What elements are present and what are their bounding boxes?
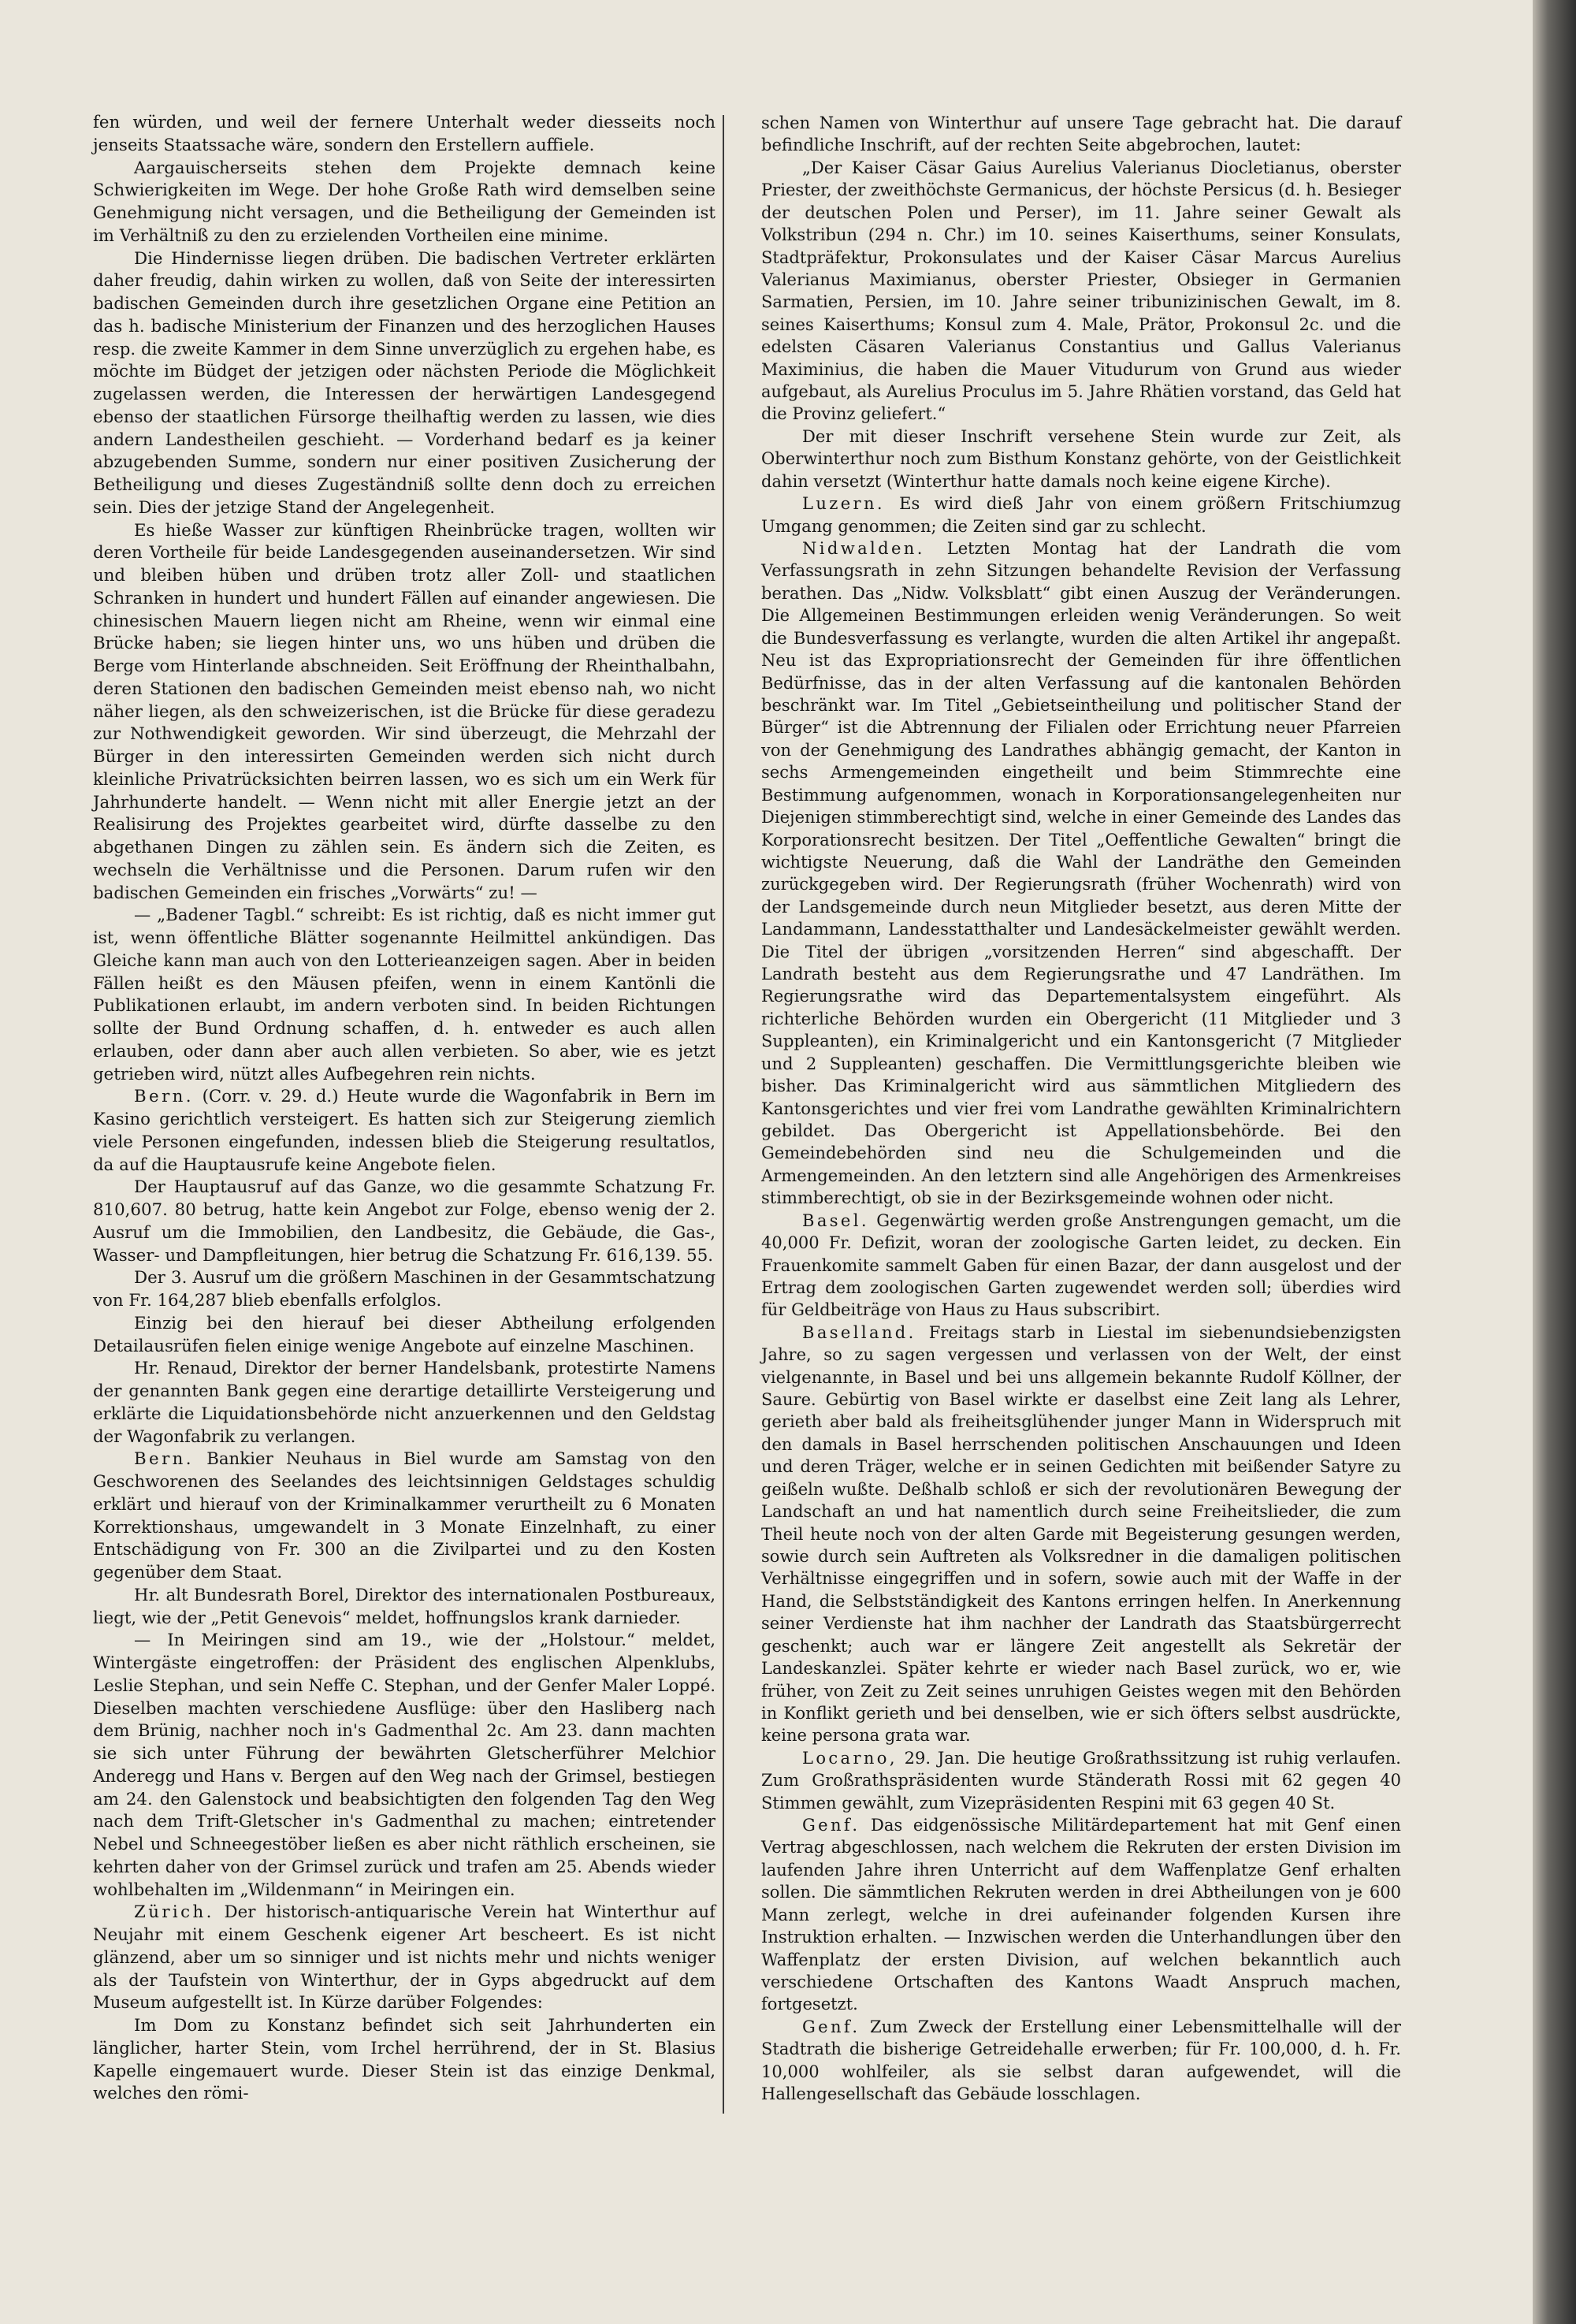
article-paragraph xyxy=(93,1902,716,2015)
article-paragraph xyxy=(93,1267,716,1313)
paragraph-text: Gegenwärtig werden große Anstrengungen gemacht, um die 40,000 Fr. Defizit, woran der zoologische Garten leidet, zu decken. Ein Frauenkomite sammelt Gaben für einen Bazar, der dann ausgelost und der Ertrag dem zoologischen Garten zugewendet werden soll; überdies wird für Geldbeiträge von Haus zu Haus subscribirt. xyxy=(761,1210,1401,1320)
article-paragraph xyxy=(761,1322,1401,1747)
article-paragraph xyxy=(761,493,1401,537)
paragraph-text: Die Hindernisse liegen drüben. Die badischen Vertreter erklärten daher freudig, dahin wirken zu wollen, daß von Seite der interessirten badischen Gemeinden durch ihre gesetzlichen Organe eine Petition an das h. badische Ministerium der Finanzen und des herzoglichen Hauses resp. die zweite Kammer in dem Sinne unverzüglich zu ergehen habe, es möchte im Büdget der jetzigen oder nächsten Periode die Möglichkeit zugelassen werden, die Interessen der herwärtigen Landesgegend ebenso der staatlichen Fürsorge theilhaftig werden zu lassen, wie dies andern Landestheilen geschieht. — Vorderhand bedarf es ja keiner abzugebenden Summe, sondern nur einer positiven Zusicherung der Betheiligung und dieses Zugeständniß sollte denn doch zu erreichen sein. Dies der jetzige Stand der Angelegenheit. xyxy=(93,248,716,518)
article-paragraph xyxy=(93,248,716,520)
article-paragraph xyxy=(93,1630,716,1902)
text-columns xyxy=(93,112,1401,2161)
paragraph-text: 29. Jan. Die heutige Großrathssitzung ist ruhig verlaufen. Zum Großrathspräsidenten wurde Ständerath Rossi mit 62 gegen 40 Stimmen gewählt, zum Vizepräsidenten Respini mit 63 gegen 40 St. xyxy=(761,1747,1401,1813)
dateline: Locarno, xyxy=(802,1747,898,1768)
article-paragraph xyxy=(761,537,1401,1210)
paragraph-text: Bankier Neuhaus in Biel wurde am Samstag von den Geschworenen des Seelandes des leichtsinnigen Geldstages schuldig erklärt und hierauf von der Kriminalkammer verurtheilt zu 6 Monaten Korrektionshaus, umgewandelt in 3 Monate Einzelnhaft, zu einer Entschädigung von Fr. 300 an die Zivilpartei und zu den Kosten gegenüber dem Staat. xyxy=(93,1449,716,1582)
paragraph-text: — In Meiringen sind am 19., wie der „Holstour.“ meldet, Wintergäste eingetroffen: der Präsident des englischen Alpenklubs, Leslie Stephan, und sein Neffe C. Stephan, und der Genfer Maler Loppé. Dieselben machten verschiedene Ausflüge: über den Hasliberg nach dem Brünig, nachher noch in's Gadmenthal 2c. Am 23. dann machten sie sich unter Führung der bewährten Gletscherführer Melchior Anderegg und Hans v. Bergen auf den Weg nach der Grimsel, bestiegen am 24. den Galenstock und beabsichtigten den folgenden Tag den Weg nach dem Trift-Gletscher in's Gadmenthal zu machen; eintretender Nebel und Schneegestöber ließen es aber nicht räthlich erscheinen, sie kehrten daher von der Grimsel zurück und trafen am 25. Abends wieder wohlbehalten im „Wildenmann“ in Meiringen ein. xyxy=(93,1631,716,1900)
article-paragraph xyxy=(93,1313,716,1359)
article-paragraph xyxy=(761,112,1401,157)
dateline: Bern. xyxy=(134,1087,194,1107)
article-paragraph xyxy=(761,2016,1401,2106)
paragraph-text: — „Badener Tagbl.“ schreibt: Es ist richtig, daß es nicht immer gut ist, wenn öffentliche Blätter sogenannte Heilmittel ankündigen. Das Gleiche kann man auch von den Lotterieanzeigen sagen. Aber in beiden Fällen heißt es den Mäusen pfeifen, wenn in einem Kantönli die Publikationen erlaubt, im andern verboten sind. In beiden Richtungen sollte der Bund Ordnung schaffen, d. h. entweder es auch allen erlauben, oder dann aber auch allen verbieten. So aber, wie es jetzt getrieben wird, nützt alles Aufbegehren rein nichts. xyxy=(93,905,716,1084)
article-paragraph xyxy=(93,1448,716,1585)
paragraph-text: (Corr. v. 29. d.) Heute wurde die Wagonfabrik in Bern im Kasino gerichtlich versteigert. Es hatten sich zur Steigerung ziemlich viele Personen eingefunden, indessen blieb die Steigerung resultatlos, da auf die Hauptausrufe keine Angebote fielen. xyxy=(93,1087,716,1175)
article-paragraph xyxy=(761,1210,1401,1322)
dateline: Luzern. xyxy=(802,493,885,514)
paragraph-text: Hr. Renaud, Direktor der berner Handelsbank, protestirte Namens der genannten Bank gegen eine derartige detaillirte Versteigerung und erklärte die Liquidationsbehörde nicht anzuerkennen und den Geldstag der Wagonfabrik zu verlangen. xyxy=(93,1359,716,1447)
article-paragraph xyxy=(93,1086,716,1177)
dateline: Genf. xyxy=(802,2016,860,2036)
right-column xyxy=(761,112,1401,2106)
page-edge-shadow xyxy=(1533,0,1576,2324)
article-paragraph xyxy=(93,1358,716,1448)
article-paragraph xyxy=(93,1585,716,1631)
paragraph-text: Hr. alt Bundesrath Borel, Direktor des internationalen Postbureaux, liegt, wie der „Petit Genevois“ meldet, hoffnungslos krank darnieder. xyxy=(93,1585,716,1628)
paragraph-text: Es wird dieß Jahr von einem größern Fritschiumzug Umgang genommen; die Zeiten sind gar zu schlecht. xyxy=(761,493,1401,536)
dateline: Zürich. xyxy=(134,1902,214,1923)
dateline: Nidwalden. xyxy=(802,538,925,559)
column-divider xyxy=(723,115,724,2114)
article-paragraph xyxy=(93,2015,716,2106)
left-column xyxy=(93,112,716,2106)
dateline: Basel. xyxy=(802,1210,869,1230)
paragraph-text: Der historisch-antiquarische Verein hat Winterthur auf Neujahr mit einem Geschenk eigener Art bescheert. Es ist nicht glänzend, aber um so sinniger und ist nichts mehr und nichts weniger als der Taufstein von Winterthur, der in Gyps abgedruckt auf dem Museum aufgestellt ist. In Kürze darüber Folgendes: xyxy=(93,1902,716,2014)
paragraph-text: „Der Kaiser Cäsar Gaius Aurelius Valerianus Diocletianus, oberster Priester, der zweithöchste Germanicus, der höchste Persicus (d. h. Besieger der deutschen Polen und Perser), im 11. Jahre seiner Gewalt als Volkstribun (294 n. Chr.) im 10. seines Kaiserthums, seiner Konsulats, Stadtpräfektur, Prokonsulates und der Kaiser Cäsar Marcus Aurelius Valerianus Maximianus, oberster Priester, Obsieger in Germanien Sarmatien, Persien, im 10. Jahre seiner tribunizinischen Gewalt, im 8. seines Kaiserthums; Konsul zum 4. Male, Prätor, Prokonsul 2c. und die edelsten Cäsaren Valerianus Constantius und Gallus Valerianus Maximinius, die haben die Mauer Vitudurum von Grund aus wieder aufgebaut, als Aurelius Proculus im 5. Jahre Rhätien vorstand, das Geld hat die Provinz geliefert.“ xyxy=(761,157,1401,424)
paragraph-text: Zum Zweck der Erstellung einer Lebensmittelhalle will der Stadtrath die bisherige Getreidehalle erwerben; für Fr. 100,000, d. h. Fr. 10,000 wohlfeiler, als sie selbst daran aufgewendet, will die Hallengesellschaft das Gebäude losschlagen. xyxy=(761,2016,1401,2104)
article-paragraph xyxy=(93,520,716,905)
paragraph-text: Aargauischerseits stehen dem Projekte demnach keine Schwierigkeiten im Wege. Der hohe Große Rath wird demselben seine Genehmigung nicht versagen, und die Betheiligung der Gemeinden ist im Verhältniß zu den zu erzielenden Vortheilen eine minime. xyxy=(93,158,716,246)
paragraph-text: Im Dom zu Konstanz befindet sich seit Jahrhunderten ein länglicher, harter Stein, vom Irchel herrührend, der in St. Blasius Kapelle eingemauert wurde. Dieser Stein ist das einzige Denkmal, welches den römi- xyxy=(93,2016,716,2104)
paragraph-text: Der mit dieser Inschrift versehene Stein wurde zur Zeit, als Oberwinterthur noch zum Bisthum Konstanz gehörte, von der Geistlichkeit dahin versetzt (Winterthur hatte damals noch keine eigene Kirche). xyxy=(761,426,1401,491)
article-paragraph xyxy=(93,112,716,158)
paragraph-text: Es hieße Wasser zur künftigen Rheinbrücke tragen, wollten wir deren Vortheile für beide Landesgegenden auseinandersetzen. Wir sind und bleiben hüben und drüben trotz aller Zoll- und staatlichen Schranken in hundert und hundert Fällen auf einander angewiesen. Die chinesischen Mauern liegen nicht am Rheine, wenn wir einmal eine Brücke haben; sie liegen hinter uns, wo uns hüben und drüben die Berge vom Hinterlande abschneiden. Seit Eröffnung der Rheinthalbahn, deren Stationen den badischen Gemeinden meist ebenso nah, wo nicht näher liegen, als den schweizerischen, ist die Brücke für diese geradezu zur Nothwendigkeit geworden. Wir sind überzeugt, die Mehrzahl der Bürger in den interessirten Gemeinden werden sich nicht durch kleinliche Privatrücksichten beirren lassen, wo es sich um ein Werk für Jahrhunderte handelt. — Wenn nicht mit aller Energie jetzt an der Realisirung des Projektes gearbeitet wird, dürfte dasselbe zu den abgethanen Dingen zu zählen sein. Es ändern sich die Zeiten, es wechseln die Verhältnisse und die Personen. Darum rufen wir den badischen Gemeinden ein frisches „Vorwärts“ zu! — xyxy=(93,520,716,903)
paragraph-text: Das eidgenössische Militärdepartement hat mit Genf einen Vertrag abgeschlossen, nach welchem die Rekruten der ersten Division im laufenden Jahre ihren Unterricht auf dem Waffenplatze Genf erhalten sollen. Die sämmtlichen Rekruten werden in drei Abtheilungen von je 600 Mann zerlegt, welche in drei aufeinander folgenden Kursen ihre Instruktion erhalten. — Inzwischen werden die Unterhandlungen über den Waffenplatz der ersten Division, auf welchen bekanntlich auch verschiedene Ortschaften des Kantons Waadt Anspruch machen, fortgesetzt. xyxy=(761,1815,1401,2014)
article-paragraph xyxy=(761,426,1401,493)
article-paragraph xyxy=(761,1814,1401,2016)
paragraph-text: fen würden, und weil der fernere Unterhalt weder diesseits noch jenseits Staatssache wäre, sondern den Erstellern auffiele. xyxy=(93,113,716,155)
paragraph-text: Der Hauptausruf auf das Ganze, wo die gesammte Schatzung Fr. 810,607. 80 betrug, hatte kein Angebot zur Folge, ebenso wenig der 2. Ausruf um die Immobilien, den Landbesitz, die Gebäude, die Gas-, Wasser- und Dampfleitungen, hier betrug die Schatzung Fr. 616,139. 55. xyxy=(93,1177,716,1266)
paragraph-text: Der 3. Ausruf um die größern Maschinen in der Gesammtschatzung von Fr. 164,287 blieb ebenfalls erfolglos. xyxy=(93,1268,716,1311)
article-paragraph xyxy=(761,157,1401,426)
paragraph-text: Freitags starb in Liestal im siebenundsiebenzigsten Jahre, so zu sagen vergessen und verlassen von der Welt, der einst vielgenannte, in Basel und bei uns allgemein bekannte Rudolf Köllner, der Saure. Gebürtig von Basel wirkte er daselbst eine Zeit lang als Lehrer, gerieth aber bald als freiheitsglühender junger Mann in Widerspruch mit den damals in Basel herrschenden politischen Anschauungen und Ideen und deren Träger, welche er in seinen Gedichten mit beißender Satyre zu geißeln wußte. Deßhalb schloß er sich der revolutionären Bewegung der Landschaft an und hat namentlich durch seine Freiheitslieder, die zum Theil heute noch von der alten Garde mit Begeisterung gesungen werden, sowie durch sein Auftreten als Volksredner in die damaligen politischen Verhältnisse eingegriffen und in sofern, sowie auch mit der Waffe in der Hand, die Selbstständigkeit des Kantons erringen helfen. In Anerkennung seiner Verdienste hat ihm nachher der Landrath das Staatsbürgerrecht geschenkt; auch war er längere Zeit angestellt als Sekretär der Landeskanzlei. Später kehrte er wieder nach Basel zurück, wo er, wie früher, von Zeit zu Zeit seines unruhigen Geistes wegen mit den Behörden in Konflikt gerieth und bei denselben, wie er sich öfters selbst ausdrückte, keine persona grata war. xyxy=(761,1322,1401,1746)
article-paragraph xyxy=(93,905,716,1086)
article-paragraph xyxy=(93,158,716,248)
article-paragraph xyxy=(93,1177,716,1267)
paragraph-text: Letzten Montag hat der Landrath die vom Verfassungsrath in zehn Sitzungen behandelte Revision der Verfassung berathen. Das „Nidw. Volksblatt“ gibt einen Auszug der Veränderungen. Die Allgemeinen Bestimmungen erleiden wenig Veränderungen. So weit die Bundesverfassung es verlangte, wurden die alten Artikel ihr angepaßt. Neu ist das Expropriationsrecht der Gemeinden für ihre öffentlichen Bedürfnisse, das in der alten Verfassung auf die kantonalen Behörden beschränkt war. Im Titel „Gebietseintheilung und politischer Stand der Bürger“ ist die Abtrennung der Filialen oder Errichtung neuer Pfarreien von der Genehmigung des Landrathes abhängig gemacht, der Kanton in sechs Armengemeinden eingetheilt und beim Stimmrechte eine Bestimmung aufgenommen, wonach in Korporationsangelegenheiten nur Diejenigen stimmberechtigt sind, welche in einer Gemeinde des Landes das Korporationsrecht besitzen. Der Titel „Oeffentliche Gewalten“ bringt die wichtigste Neuerung, daß die Wahl der Landräthe den Gemeinden zurückgegeben wird. Der Regierungsrath (früher Wochenrath) wird von der Landsgemeinde durch neun Mitglieder besetzt, aus deren Mitte der Landammann, Landesstatthalter und Landesäckelmeister gewählt werden. Die Titel der übrigen „vorsitzenden Herren“ sind abgeschafft. Der Landrath besteht aus dem Regierungsrathe und 47 Landräthen. Im Regierungsrathe wird das Departementalsystem eingeführt. Als richterliche Behörden wurden ein Obergericht (11 Mitglieder und 3 Suppleanten), ein Kriminalgericht und ein Kantonsgericht (7 Mitglieder und 2 Suppleanten) geschaffen. Die Vermittlungsgerichte bleiben wie bisher. Das Kriminalgericht wird aus sämmtlichen Mitgliedern des Kantonsgerichtes und vier frei vom Landrathe gewählten Kriminalrichtern gebildet. Das Obergericht ist Appellationsbehörde. Bei den Gemeindebehörden sind neu die Schulgemeinden und die Armengemeinden. An den letztern sind alle Angehörigen des Armenkreises stimmberechtigt, ob sie in der Bezirksgemeinde wohnen oder nicht. xyxy=(761,538,1401,1208)
dateline: Baselland. xyxy=(802,1322,916,1342)
paragraph-text: Einzig bei den hierauf bei dieser Abtheilung erfolgenden Detailausrüfen fielen einige wenige Angebote auf einzelne Maschinen. xyxy=(93,1313,716,1356)
dateline: Genf. xyxy=(802,1815,860,1835)
paragraph-text: schen Namen von Winterthur auf unsere Tage gebracht hat. Die darauf befindliche Inschrift, auf der rechten Seite abgebrochen, lautet: xyxy=(761,113,1401,155)
article-paragraph xyxy=(761,1747,1401,1814)
dateline: Bern. xyxy=(134,1449,194,1470)
